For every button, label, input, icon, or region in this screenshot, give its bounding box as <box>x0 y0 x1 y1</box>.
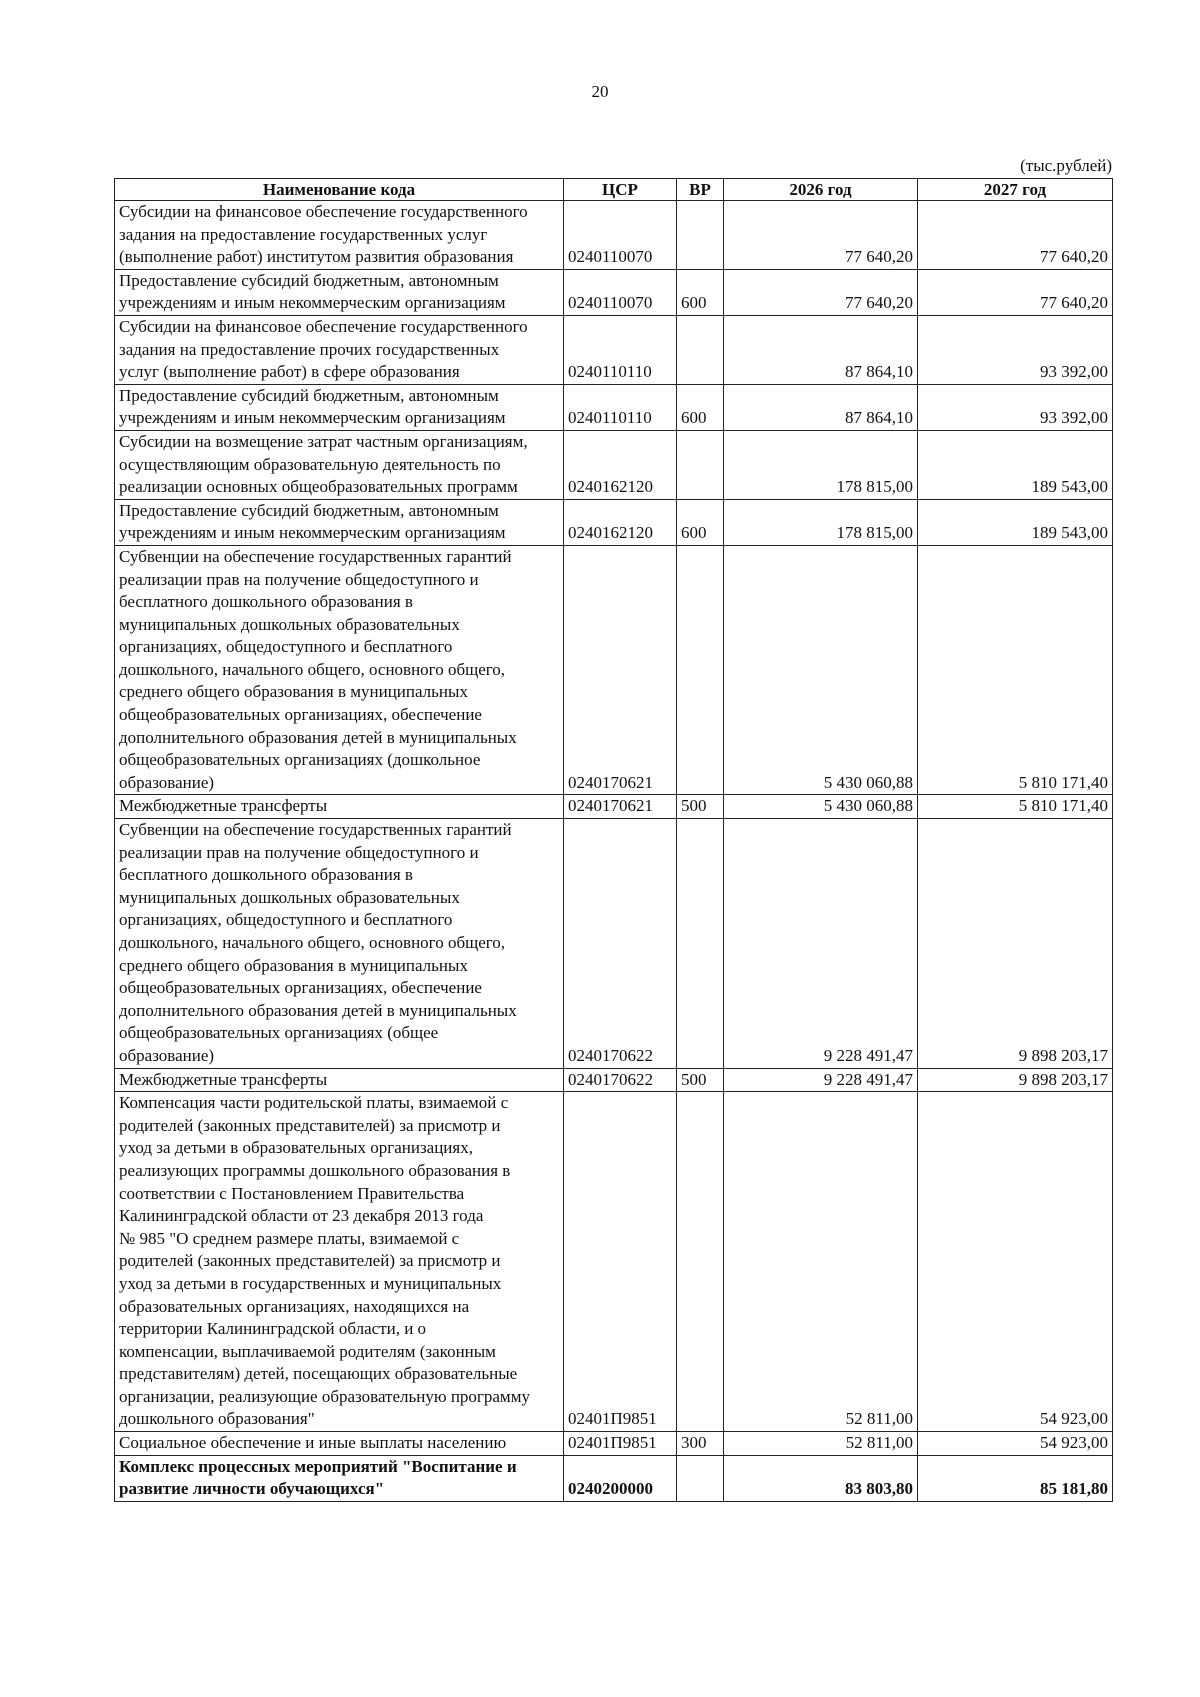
row-vr-cell <box>677 819 724 1069</box>
row-csr-cell: 0240162120 <box>564 499 677 545</box>
units-label: (тыс.рублей) <box>1020 156 1112 175</box>
row-csr-cell: 0240110110 <box>564 384 677 430</box>
row-csr-cell: 0240110070 <box>564 269 677 315</box>
row-name-line: общеобразовательных организациях (общее <box>119 1023 439 1043</box>
row-name-cell <box>115 1092 564 1432</box>
row-name-line: общеобразовательных организациях (дошкольное <box>119 750 481 770</box>
row-2027-cell: 5 810 171,40 <box>918 795 1113 819</box>
row-name-cell <box>115 384 564 430</box>
row-csr-cell: 0240170622 <box>564 819 677 1069</box>
row-name-cell <box>115 1432 564 1456</box>
row-name-line: дополнительного образования детей в муниципальных <box>119 727 517 747</box>
row-name-line: учреждениям и иным некоммерческим организациям <box>119 293 506 313</box>
row-name-cell <box>115 269 564 315</box>
table-row <box>115 1455 1113 1501</box>
table-row <box>115 201 1113 270</box>
row-vr-cell: 600 <box>677 384 724 430</box>
row-vr-cell <box>677 430 724 499</box>
row-vr-cell: 600 <box>677 269 724 315</box>
row-name-line: задания на предоставление прочих государственных <box>119 339 500 359</box>
row-name-line: соответствии с Постановлением Правительства <box>119 1183 465 1203</box>
row-2027-cell: 9 898 203,17 <box>918 1068 1113 1092</box>
row-csr-cell: 0240162120 <box>564 430 677 499</box>
row-name-line: учреждениям и иным некоммерческим организациям <box>119 523 506 543</box>
row-2026-cell: 83 803,80 <box>724 1455 918 1501</box>
row-name-line: Предоставление субсидий бюджетным, автономным <box>119 270 499 290</box>
row-csr-cell: 0240170621 <box>564 795 677 819</box>
row-2027-cell: 5 810 171,40 <box>918 545 1113 795</box>
row-name-line: услуг (выполнение работ) в сфере образования <box>119 362 460 382</box>
row-name-line: образовательных организациях, находящихся на <box>119 1296 470 1316</box>
header-name: Наименование кода <box>115 179 564 201</box>
row-vr-cell: 600 <box>677 499 724 545</box>
table-row <box>115 384 1113 430</box>
row-2026-cell: 9 228 491,47 <box>724 819 918 1069</box>
row-vr-cell: 300 <box>677 1432 724 1456</box>
header-csr: ЦСР <box>564 179 677 201</box>
row-vr-cell: 500 <box>677 795 724 819</box>
row-name-line: Субсидии на финансовое обеспечение государственного <box>119 316 528 336</box>
table-row <box>115 1432 1113 1456</box>
table-row <box>115 499 1113 545</box>
row-name-line: осуществляющим образовательную деятельность по <box>119 454 501 474</box>
row-csr-cell: 0240170622 <box>564 1068 677 1092</box>
row-2026-cell: 77 640,20 <box>724 269 918 315</box>
row-name-cell <box>115 545 564 795</box>
row-name-line: дошкольного, начального общего, основного общего, <box>119 933 506 952</box>
row-name-line: реализации основных общеобразовательных программ <box>119 477 518 497</box>
row-name-line: бесплатного дошкольного образования в <box>119 592 413 612</box>
row-2026-cell: 77 640,20 <box>724 201 918 270</box>
row-name-cell <box>115 1455 564 1501</box>
row-vr-cell <box>677 1092 724 1432</box>
row-name-cell <box>115 315 564 384</box>
table-row <box>115 819 1113 1069</box>
row-name-line: развитие личности обучающихся" <box>119 1479 385 1499</box>
row-2027-cell: 54 923,00 <box>918 1432 1113 1456</box>
row-2027-cell: 9 898 203,17 <box>918 819 1113 1069</box>
table-row <box>115 430 1113 499</box>
row-vr-cell: 500 <box>677 1068 724 1092</box>
table-row <box>115 315 1113 384</box>
row-2027-cell: 189 543,00 <box>918 499 1113 545</box>
row-name-line: (выполнение работ) институтом развития образования <box>119 247 514 267</box>
row-name-line: Компенсация части родительской платы, взимаемой с <box>119 1093 509 1113</box>
page-number: 20 <box>591 82 609 101</box>
row-name-line: среднего общего образования в муниципальных <box>119 955 468 975</box>
row-2027-cell: 189 543,00 <box>918 430 1113 499</box>
row-name-cell <box>115 795 564 819</box>
row-vr-cell <box>677 1455 724 1501</box>
row-name-line: организациях, общедоступного и бесплатного <box>119 910 453 930</box>
row-name-line: учреждениям и иным некоммерческим организациям <box>119 408 506 428</box>
row-name-line: Предоставление субсидий бюджетным, автономным <box>119 385 499 405</box>
row-name-cell <box>115 499 564 545</box>
row-2026-cell: 5 430 060,88 <box>724 795 918 819</box>
row-name-cell <box>115 819 564 1069</box>
row-name-line: территории Калининградской области, и о <box>119 1319 427 1339</box>
row-name-line: представителям) детей, посещающих образовательные <box>119 1364 518 1384</box>
row-vr-cell <box>677 315 724 384</box>
header-year-2027: 2027 год <box>918 179 1113 201</box>
row-csr-cell: 02401П9851 <box>564 1092 677 1432</box>
row-name-line: уход за детьми в государственных и муниципальных <box>119 1273 502 1293</box>
row-2026-cell: 178 815,00 <box>724 499 918 545</box>
row-name-line: уход за детьми в образовательных организациях, <box>119 1138 473 1158</box>
row-2027-cell: 93 392,00 <box>918 384 1113 430</box>
row-2026-cell: 52 811,00 <box>724 1092 918 1432</box>
row-name-line: муниципальных дошкольных образовательных <box>119 614 460 634</box>
row-2026-cell: 52 811,00 <box>724 1432 918 1456</box>
row-2027-cell: 77 640,20 <box>918 269 1113 315</box>
row-name-line: организациях, общедоступного и бесплатного <box>119 637 453 657</box>
row-name-line: компенсации, выплачиваемой родителям (законным <box>119 1341 496 1361</box>
row-name-line: общеобразовательных организациях, обеспечение <box>119 705 482 725</box>
row-2026-cell: 87 864,10 <box>724 384 918 430</box>
row-name-line: Субвенции на обеспечение государственных гарантий <box>119 546 512 566</box>
row-csr-cell: 0240200000 <box>564 1455 677 1501</box>
row-csr-cell: 0240110110 <box>564 315 677 384</box>
row-name-line: образование) <box>119 772 215 792</box>
row-name-line: бесплатного дошкольного образования в <box>119 865 413 885</box>
row-csr-cell: 02401П9851 <box>564 1432 677 1456</box>
row-2026-cell: 5 430 060,88 <box>724 545 918 795</box>
row-name-line: Субсидии на финансовое обеспечение государственного <box>119 202 528 221</box>
row-2026-cell: 9 228 491,47 <box>724 1068 918 1092</box>
row-2026-cell: 87 864,10 <box>724 315 918 384</box>
row-name-line: дошкольного, начального общего, основного общего, <box>119 659 506 679</box>
row-name-line: реализующих программы дошкольного образования в <box>119 1160 511 1180</box>
row-name-line: Субвенции на обеспечение государственных гарантий <box>119 820 512 840</box>
header-year-2026: 2026 год <box>724 179 918 201</box>
table-row <box>115 269 1113 315</box>
row-name-line: Межбюджетные трансферты <box>119 796 328 816</box>
table-row <box>115 545 1113 795</box>
budget-table <box>114 178 1113 1502</box>
row-2027-cell: 54 923,00 <box>918 1092 1113 1432</box>
row-name-line: образование) <box>119 1045 215 1065</box>
table-row <box>115 1092 1113 1432</box>
row-name-line: дошкольного образования" <box>119 1409 315 1429</box>
header-vr: ВР <box>677 179 724 201</box>
row-2027-cell: 77 640,20 <box>918 201 1113 270</box>
row-name-line: Социальное обеспечение и иные выплаты населению <box>119 1433 507 1453</box>
row-name-line: № 985 "О среднем размере платы, взимаемой с <box>119 1228 460 1248</box>
row-name-line: Комплекс процессных мероприятий "Воспитание и <box>119 1456 517 1476</box>
row-name-line: Субсидии на возмещение затрат частным организациям, <box>119 431 528 451</box>
row-vr-cell <box>677 201 724 270</box>
row-name-line: Межбюджетные трансферты <box>119 1069 328 1089</box>
row-2026-cell: 178 815,00 <box>724 430 918 499</box>
row-name-line: реализации прав на получение общедоступного и <box>119 842 479 862</box>
table-row <box>115 795 1113 819</box>
row-name-line: задания на предоставление государственных услуг <box>119 224 488 244</box>
row-name-cell <box>115 430 564 499</box>
row-2027-cell: 93 392,00 <box>918 315 1113 384</box>
row-name-cell <box>115 1068 564 1092</box>
table-row <box>115 1068 1113 1092</box>
row-vr-cell <box>677 545 724 795</box>
table-header-row <box>115 179 1113 201</box>
row-name-line: родителей (законных представителей) за присмотр и <box>119 1115 501 1135</box>
row-name-line: Калининградской области от 23 декабря 2013 года <box>119 1206 484 1226</box>
row-name-line: муниципальных дошкольных образовательных <box>119 887 460 907</box>
row-name-line: организации, реализующие образовательную программу <box>119 1386 530 1406</box>
row-name-line: дополнительного образования детей в муниципальных <box>119 1000 517 1020</box>
row-2027-cell: 85 181,80 <box>918 1455 1113 1501</box>
row-name-cell <box>115 201 564 270</box>
row-name-line: Предоставление субсидий бюджетным, автономным <box>119 500 499 520</box>
row-csr-cell: 0240170621 <box>564 545 677 795</box>
row-csr-cell: 0240110070 <box>564 201 677 270</box>
row-name-line: среднего общего образования в муниципальных <box>119 682 468 702</box>
row-name-line: реализации прав на получение общедоступного и <box>119 569 479 589</box>
table-body <box>115 201 1113 1502</box>
row-name-line: общеобразовательных организациях, обеспечение <box>119 978 482 998</box>
row-name-line: родителей (законных представителей) за присмотр и <box>119 1251 501 1271</box>
